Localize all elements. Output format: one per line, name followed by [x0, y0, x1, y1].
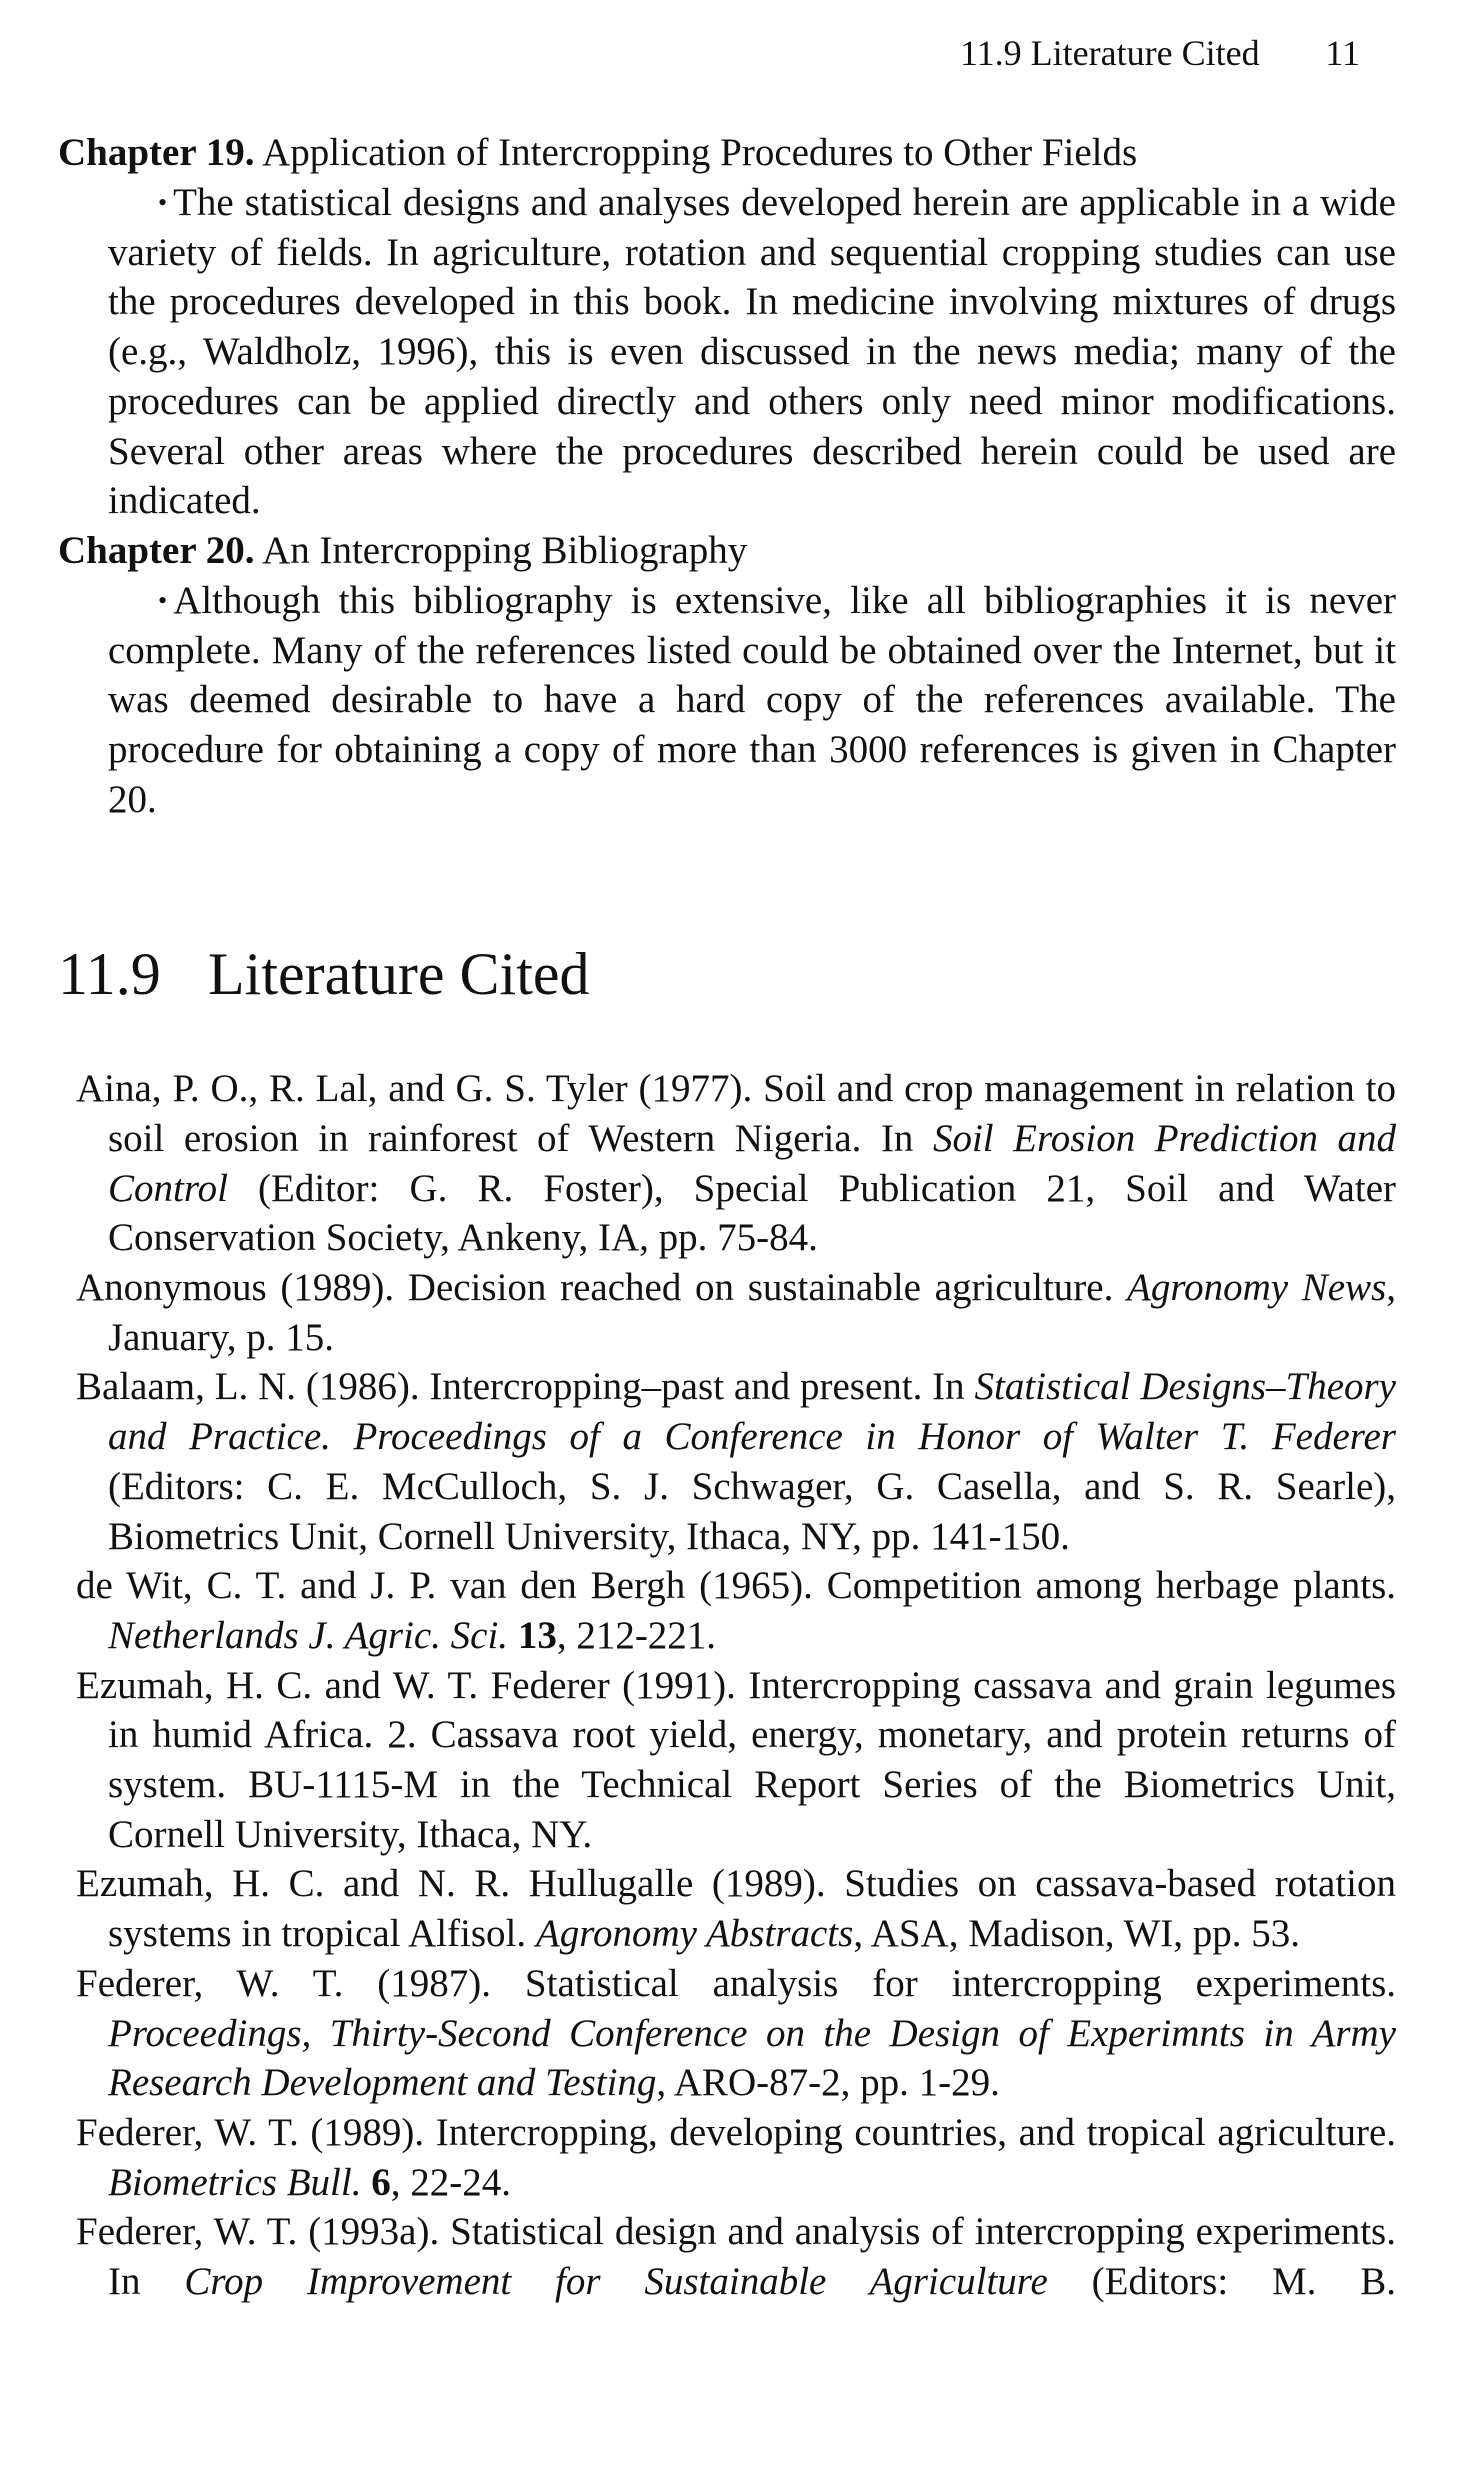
reference-entry [76, 2207, 1396, 2306]
reference-entry [76, 1661, 1396, 1860]
reference-volume: 13 [517, 1613, 557, 1657]
chapter-description [108, 178, 1396, 526]
reference-title-italic: Agronomy Abstracts [535, 1912, 854, 1956]
reference-list [76, 1064, 1396, 2307]
section-heading [58, 934, 1396, 1014]
reference-title-italic: Statistical Designs–Theory and Practice. Proceedings of a Conference in Honor of Walter T. Federer [108, 1365, 1396, 1459]
reference-title-italic: Agronomy News [1127, 1266, 1387, 1310]
reference-volume: 6 [371, 2160, 391, 2204]
chapter-number: Chapter 20. [58, 528, 255, 572]
reference-title-italic: Proceedings, Thirty-Second Conference on the Design of Experimnts in Army Research Development and Testing [108, 2011, 1396, 2105]
page-number: 11 [1325, 33, 1360, 73]
chapter-heading [58, 526, 1396, 576]
chapter-text: The statistical designs and analyses developed herein are applicable in a wide variety of fields. In agriculture, rotation and sequential cropping studies can use the procedures developed in this book. In medicine involving mixtures of drugs (e.g., Waldholz, 1996), this is even discussed in the news media; many of the procedures can be applied directly and others only need minor modifications. Several other areas where the procedures described herein could be used are indicated. [108, 181, 1396, 523]
chapter-number: Chapter 19. [58, 131, 255, 174]
chapter-description [108, 576, 1396, 825]
reference-text: Federer, W. T. (1993a). Statistical design and analysis of intercropping experiments. In [76, 2210, 1396, 2304]
section-title: Literature Cited [208, 941, 590, 1008]
reference-pages: , 212-221. [556, 1613, 717, 1657]
reference-text: , ASA, Madison, WI, pp. 53. [853, 1912, 1301, 1956]
reference-title-italic: Crop Improvement for Sustainable Agriculture [184, 2260, 1048, 2304]
section-number: 11.9 [58, 941, 161, 1008]
reference-text [361, 2161, 371, 2204]
bullet-icon: • [158, 585, 168, 615]
reference-entry [76, 1959, 1396, 2108]
reference-entry [76, 2108, 1396, 2207]
reference-text: Federer, W. T. (1987). Statistical analysis for intercropping experiments. [76, 1961, 1396, 2005]
reference-text: Federer, W. T. (1989). Intercropping, developing countries, and tropical agriculture. [76, 2111, 1396, 2154]
reference-text: Balaam, L. N. (1986). Intercropping–past and present. In [76, 1365, 975, 1409]
reference-pages: , 22-24. [390, 2160, 511, 2204]
chapter-summary-19 [58, 128, 1396, 526]
reference-entry [76, 1561, 1396, 1660]
reference-entry [76, 1362, 1396, 1561]
reference-title-italic: Netherlands J. Agric. Sci. [108, 1613, 509, 1657]
reference-text: de Wit, C. T. and J. P. van den Bergh (1965). Competition among herbage plants. [76, 1564, 1396, 1608]
chapter-title: Application of Intercropping Procedures to Other Fields [262, 131, 1138, 174]
reference-text: (Editors: M. B. [1047, 2260, 1397, 2304]
chapter-summary-20 [58, 526, 1396, 825]
chapter-text: Although this bibliography is extensive, like all bibliographies it is never complete. Many of the references listed could be obtained over the Internet, but it was deemed desirable to have a hard copy of the references available. The procedure for obtaining a copy of more than 3000 references is given in Chapter 20. [108, 578, 1396, 821]
reference-text [508, 1614, 518, 1657]
reference-text: (Editor: G. R. Foster), Special Publication 21, Soil and Water Conservation Society, Ankeny, IA, pp. 75-84. [108, 1166, 1396, 1260]
reference-text: (Editors: C. E. McCulloch, S. J. Schwager, G. Casella, and S. R. Searle), Biometrics Unit, Cornell University, Ithaca, NY, pp. 141-150. [108, 1464, 1396, 1558]
running-head [940, 30, 1390, 76]
reference-text: Anonymous (1989). Decision reached on sustainable agriculture. [76, 1266, 1128, 1310]
chapter-heading [58, 128, 1396, 178]
reference-text: Ezumah, H. C. and N. R. Hullugalle (1989). Studies on cassava-based rotation systems in tropical Alfisol. [76, 1862, 1396, 1956]
reference-title-italic: Soil Erosion Prediction and Control [108, 1116, 1396, 1210]
chapter-title: An Intercropping Bibliography [262, 528, 748, 572]
reference-text: , January, p. 15. [108, 1266, 1396, 1359]
reference-entry [76, 1859, 1396, 1958]
bullet-icon: • [158, 188, 168, 217]
reference-entry [76, 1263, 1396, 1362]
reference-entry [76, 1064, 1396, 1263]
reference-text: Ezumah, H. C. and W. T. Federer (1991). Intercropping cassava and grain legumes in humid Africa. 2. Cassava root yield, energy, monetary, and protein returns of system. BU-1115-M in the Technical Report Series of the Biometrics Unit, Cornell University, Ithaca, NY. [76, 1663, 1396, 1856]
reference-text: Aina, P. O., R. Lal, and G. S. Tyler (1977). Soil and crop management in relation to soil erosion in rainforest of Western Nigeria. In [76, 1067, 1396, 1160]
reference-text: , ARO-87-2, pp. 1-29. [656, 2061, 1000, 2105]
running-head-title: 11.9 Literature Cited [960, 33, 1260, 73]
reference-title-italic: Biometrics Bull. [108, 2160, 362, 2204]
main-content [58, 128, 1396, 2307]
